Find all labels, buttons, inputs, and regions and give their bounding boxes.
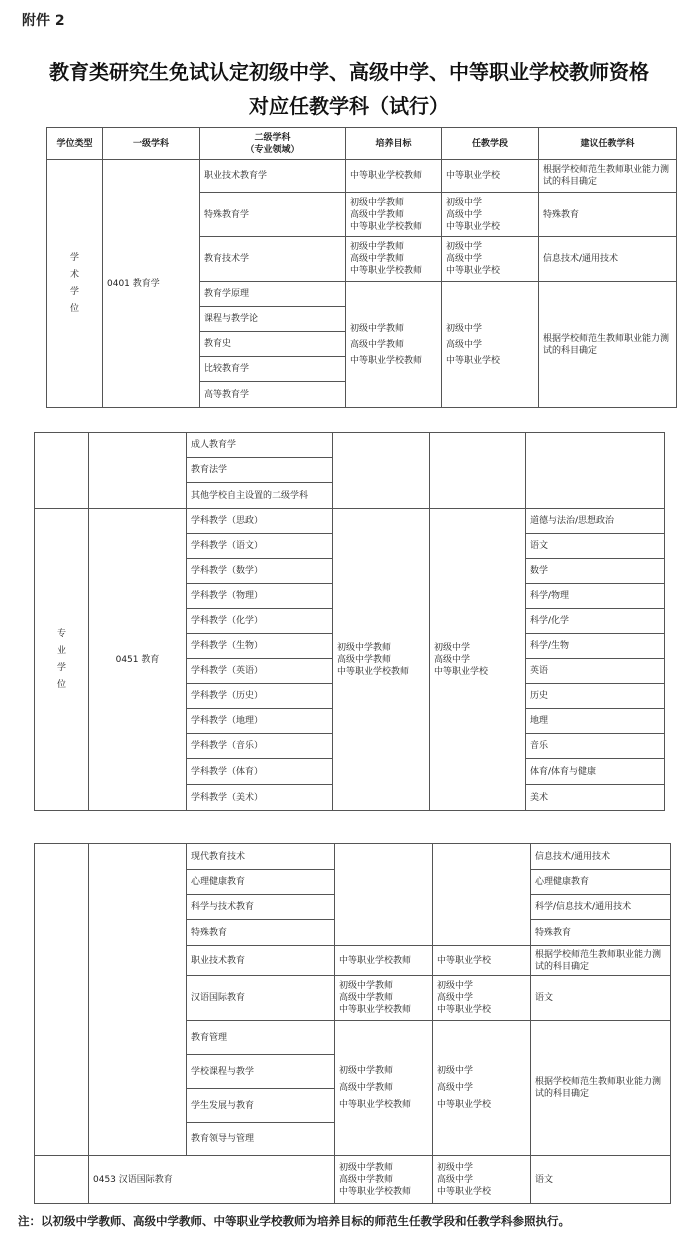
- degree-type-cell: 专 业 学 位: [35, 509, 89, 811]
- degree-type-cell: [35, 844, 89, 1156]
- discipline-cell: 0401 教育学: [103, 160, 200, 408]
- second-level-cell: 学科教学（英语）: [187, 659, 333, 684]
- subject-cell: 特殊教育: [531, 920, 671, 946]
- school-stage-cell: 中等职业学校: [433, 946, 531, 976]
- table-professional-degree: [34, 432, 665, 811]
- second-level-cell: 学科教学（物理）: [187, 584, 333, 609]
- table-academic-degree: [46, 127, 677, 408]
- subject-cell: 根据学校师范生教师职业能力测试的科目确定: [539, 160, 677, 193]
- training-goal-cell: 初级中学教师 高级中学教师 中等职业学校教师: [333, 509, 430, 811]
- school-stage-cell: 初级中学 高级中学 中等职业学校: [430, 509, 526, 811]
- attachment-label: 附件 2: [22, 13, 65, 29]
- subject-cell: 根据学校师范生教师职业能力测试的科目确定: [531, 1021, 671, 1156]
- second-level-cell: 课程与教学论: [200, 307, 346, 332]
- second-level-cell: 职业技术教育: [187, 946, 335, 976]
- subject-cell: 科学/化学: [526, 609, 665, 634]
- training-goal-cell: 初级中学教师 高级中学教师 中等职业学校教师: [346, 282, 442, 408]
- second-level-cell: 成人教育学: [187, 433, 333, 458]
- subject-cell: 地理: [526, 709, 665, 734]
- subject-cell: 科学/物理: [526, 584, 665, 609]
- second-level-cell: 教育史: [200, 332, 346, 357]
- subject-cell: [526, 433, 665, 509]
- subject-cell: 历史: [526, 684, 665, 709]
- training-goal-cell: 中等职业学校教师: [346, 160, 442, 193]
- second-level-cell: 学科教学（地理）: [187, 709, 333, 734]
- discipline-cell: [89, 844, 187, 1156]
- training-goal-cell: 初级中学教师 高级中学教师 中等职业学校教师: [346, 193, 442, 237]
- subject-cell: 信息技术/通用技术: [539, 237, 677, 282]
- table-row: [35, 1156, 671, 1204]
- second-level-cell: 教育领导与管理: [187, 1123, 335, 1156]
- subject-cell: 心理健康教育: [531, 870, 671, 895]
- table-row: [35, 433, 665, 458]
- second-level-cell: 现代教育技术: [187, 844, 335, 870]
- subject-cell: 科学/生物: [526, 634, 665, 659]
- second-level-cell: 学科教学（生物）: [187, 634, 333, 659]
- second-level-cell: 学科教学（化学）: [187, 609, 333, 634]
- second-level-cell: 教育管理: [187, 1021, 335, 1055]
- second-level-cell: 其他学校自主设置的二级学科: [187, 483, 333, 509]
- school-stage-cell: 初级中学 高级中学 中等职业学校: [442, 193, 539, 237]
- table-row: [35, 844, 671, 870]
- header-school-stage: 任教学段: [442, 128, 539, 160]
- subject-cell: 数学: [526, 559, 665, 584]
- document-title-line-2: 对应任教学科（试行）: [249, 94, 449, 118]
- second-level-cell: 汉语国际教育: [187, 976, 335, 1021]
- header-subject: 建议任教学科: [539, 128, 677, 160]
- degree-type-cell: [35, 433, 89, 509]
- subject-cell: 根据学校师范生教师职业能力测试的科目确定: [539, 282, 677, 408]
- school-stage-cell: [430, 433, 526, 509]
- subject-cell: 音乐: [526, 734, 665, 759]
- training-goal-cell: 初级中学教师 高级中学教师 中等职业学校教师: [335, 1021, 433, 1156]
- header-training-goal: 培养目标: [346, 128, 442, 160]
- header-first-level: 一级学科: [103, 128, 200, 160]
- second-level-cell: 教育法学: [187, 458, 333, 483]
- discipline-cell: [89, 433, 187, 509]
- degree-type-cell: 学 术 学 位: [47, 160, 103, 408]
- subject-cell: 英语: [526, 659, 665, 684]
- footnote: 注：以初级中学教师、高级中学教师、中等职业学校教师为培养目标的师范生任教学段和任教学科参照执行。: [18, 1214, 570, 1228]
- subject-cell: 道德与法治/思想政治: [526, 509, 665, 534]
- training-goal-cell: [333, 433, 430, 509]
- header-row: [47, 128, 677, 160]
- training-goal-cell: 中等职业学校教师: [335, 946, 433, 976]
- second-level-cell: 学科教学（体育）: [187, 759, 333, 785]
- training-goal-cell: [335, 844, 433, 946]
- school-stage-cell: 初级中学 高级中学 中等职业学校: [433, 1156, 531, 1204]
- second-level-cell: 学科教学（音乐）: [187, 734, 333, 759]
- second-level-cell: 教育学原理: [200, 282, 346, 307]
- table-row: [47, 160, 677, 193]
- subject-cell: 语文: [531, 1156, 671, 1204]
- second-level-cell: 特殊教育学: [200, 193, 346, 237]
- second-level-cell: 学科教学（数学）: [187, 559, 333, 584]
- second-level-cell: 教育技术学: [200, 237, 346, 282]
- school-stage-cell: 初级中学 高级中学 中等职业学校: [433, 976, 531, 1021]
- header-second-level: 二级学科 （专业领域）: [200, 128, 346, 160]
- document-title-line-1: 教育类研究生免试认定初级中学、高级中学、中等职业学校教师资格: [49, 60, 649, 84]
- second-level-cell: 科学与技术教育: [187, 895, 335, 920]
- second-level-cell: 学科教学（美术）: [187, 785, 333, 811]
- second-level-cell: 比较教育学: [200, 357, 346, 382]
- training-goal-cell: 初级中学教师 高级中学教师 中等职业学校教师: [335, 1156, 433, 1204]
- degree-type-cell: [35, 1156, 89, 1204]
- subject-cell: 特殊教育: [539, 193, 677, 237]
- discipline-cell: 0451 教育: [89, 509, 187, 811]
- second-level-cell: 心理健康教育: [187, 870, 335, 895]
- table-row: [35, 509, 665, 534]
- header-degree-type: 学位类型: [47, 128, 103, 160]
- subject-cell: 体育/体育与健康: [526, 759, 665, 785]
- subject-cell: 根据学校师范生教师职业能力测试的科目确定: [531, 946, 671, 976]
- school-stage-cell: 初级中学 高级中学 中等职业学校: [433, 1021, 531, 1156]
- second-level-cell: 学科教学（思政）: [187, 509, 333, 534]
- subject-cell: 科学/信息技术/通用技术: [531, 895, 671, 920]
- second-level-cell: 学校课程与教学: [187, 1055, 335, 1089]
- second-level-cell: 学生发展与教育: [187, 1089, 335, 1123]
- second-level-cell: 职业技术教育学: [200, 160, 346, 193]
- school-stage-cell: [433, 844, 531, 946]
- table-professional-continued: [34, 843, 671, 1204]
- second-level-cell: 特殊教育: [187, 920, 335, 946]
- school-stage-cell: 初级中学 高级中学 中等职业学校: [442, 282, 539, 408]
- subject-cell: 美术: [526, 785, 665, 811]
- second-level-cell: 高等教育学: [200, 382, 346, 408]
- subject-cell: 语文: [526, 534, 665, 559]
- discipline-cell: 0453 汉语国际教育: [89, 1156, 335, 1204]
- second-level-cell: 学科教学（语文）: [187, 534, 333, 559]
- school-stage-cell: 中等职业学校: [442, 160, 539, 193]
- subject-cell: 信息技术/通用技术: [531, 844, 671, 870]
- subject-cell: 语文: [531, 976, 671, 1021]
- second-level-cell: 学科教学（历史）: [187, 684, 333, 709]
- school-stage-cell: 初级中学 高级中学 中等职业学校: [442, 237, 539, 282]
- training-goal-cell: 初级中学教师 高级中学教师 中等职业学校教师: [346, 237, 442, 282]
- training-goal-cell: 初级中学教师 高级中学教师 中等职业学校教师: [335, 976, 433, 1021]
